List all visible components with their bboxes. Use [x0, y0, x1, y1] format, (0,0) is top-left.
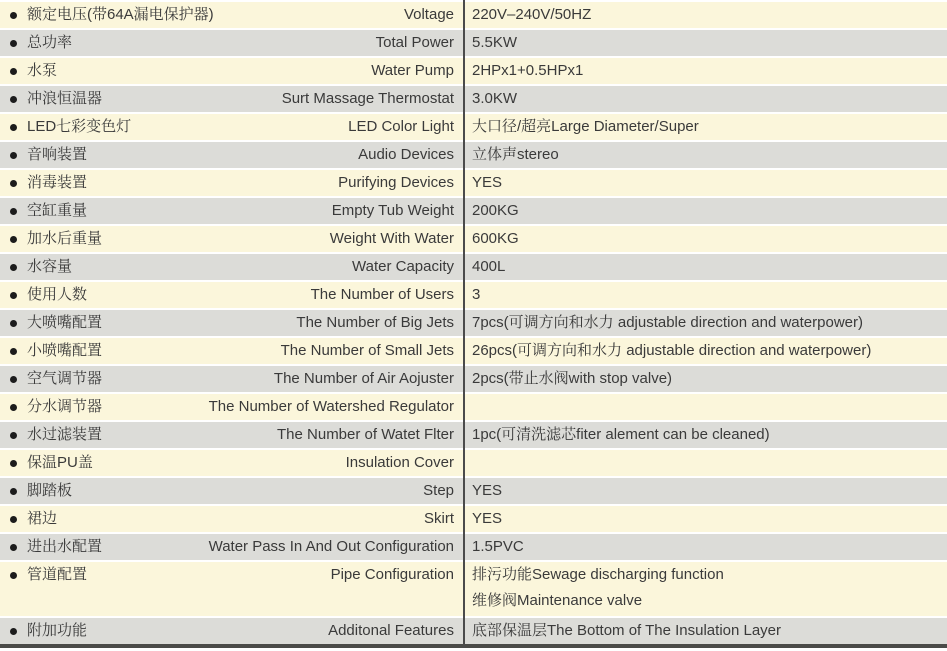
spec-value-cell	[463, 142, 947, 168]
spec-row-labels	[0, 562, 463, 588]
spec-label-cn: 加水后重量	[27, 230, 103, 247]
spec-row	[0, 338, 947, 364]
bullet-icon	[10, 516, 17, 523]
spec-value-cell	[463, 450, 947, 476]
spec-label-en: The Number of Users	[310, 286, 454, 303]
spec-label-cn: 使用人数	[27, 286, 88, 303]
spec-label-cn: 进出水配置	[27, 538, 103, 555]
spec-row-labels	[0, 86, 463, 112]
spec-value-cell	[463, 338, 947, 364]
spec-value-line: YES	[472, 174, 503, 191]
spec-value-line: 立体声stereo	[472, 146, 559, 163]
spec-value-cell	[463, 282, 947, 308]
bullet-icon	[10, 40, 17, 47]
spec-table	[0, 2, 947, 646]
bullet-icon	[10, 152, 17, 159]
spec-value-cell	[463, 478, 947, 504]
spec-label-cn: 消毒装置	[27, 174, 88, 191]
spec-row	[0, 366, 947, 392]
spec-row	[0, 478, 947, 504]
spec-label-en: Water Pass In And Out Configuration	[208, 538, 454, 555]
spec-row	[0, 226, 947, 252]
spec-label-en: The Number of Big Jets	[296, 314, 454, 331]
spec-label-cn: 水过滤装置	[27, 426, 103, 443]
column-divider	[463, 0, 465, 648]
spec-row	[0, 2, 947, 28]
spec-label-cn: 裙边	[27, 510, 58, 527]
spec-row	[0, 310, 947, 336]
spec-row	[0, 534, 947, 560]
spec-label-en: Purifying Devices	[338, 174, 454, 191]
spec-value-line: 排污功能Sewage discharging function	[472, 566, 724, 583]
spec-value-line: 维修阀Maintenance valve	[472, 592, 643, 609]
spec-value-cell	[463, 506, 947, 532]
bullet-icon	[10, 544, 17, 551]
spec-value-line: 7pcs(可调方向和水力 adjustable direction and waterpower)	[472, 314, 863, 331]
spec-label-cn: 水泵	[27, 62, 58, 79]
spec-row	[0, 506, 947, 532]
bullet-icon	[10, 180, 17, 187]
spec-row-labels	[0, 450, 463, 476]
spec-row-labels	[0, 254, 463, 280]
spec-value-line	[472, 394, 947, 420]
spec-row-labels	[0, 58, 463, 84]
spec-row-labels	[0, 226, 463, 252]
bullet-icon	[10, 488, 17, 495]
spec-row	[0, 30, 947, 56]
spec-row-labels	[0, 618, 463, 644]
spec-label-cn: 管道配置	[27, 566, 88, 583]
spec-value-cell	[463, 254, 947, 280]
bullet-icon	[10, 348, 17, 355]
spec-value-cell	[463, 114, 947, 140]
spec-value-line: 2pcs(带止水阀with stop valve)	[472, 370, 673, 387]
spec-value-cell	[463, 534, 947, 560]
spec-row-labels	[0, 30, 463, 56]
spec-row-labels	[0, 534, 463, 560]
spec-label-en: Skirt	[424, 510, 454, 527]
bullet-icon	[10, 264, 17, 271]
spec-label-en: Water Pump	[371, 62, 454, 79]
spec-row-labels	[0, 394, 463, 420]
spec-label-en: Empty Tub Weight	[331, 202, 454, 219]
spec-label-en: Weight With Water	[329, 230, 454, 247]
spec-label-en: Total Power	[375, 34, 454, 51]
bullet-icon	[10, 96, 17, 103]
spec-row-labels	[0, 170, 463, 196]
spec-label-cn: 脚踏板	[27, 482, 73, 499]
spec-label-en: Step	[423, 482, 454, 499]
spec-value-line: 200KG	[472, 202, 519, 219]
bullet-icon	[10, 376, 17, 383]
spec-value-cell	[463, 618, 947, 644]
spec-label-en: Surt Massage Thermostat	[281, 90, 454, 107]
spec-row	[0, 282, 947, 308]
spec-label-en: Pipe Configuration	[330, 566, 454, 583]
spec-label-en: Additonal Features	[328, 622, 454, 639]
spec-row	[0, 618, 947, 644]
spec-row-labels	[0, 422, 463, 448]
spec-label-en: The Number of Watershed Regulator	[208, 398, 454, 415]
table-footer-bar	[0, 644, 947, 648]
bullet-icon	[10, 292, 17, 299]
spec-value-cell	[463, 310, 947, 336]
bullet-icon	[10, 572, 17, 579]
bullet-icon	[10, 208, 17, 215]
spec-label-cn: 冲浪恒温器	[27, 90, 103, 107]
spec-row-labels	[0, 506, 463, 532]
spec-value-line: 26pcs(可调方向和水力 adjustable direction and waterpower)	[472, 342, 872, 359]
bullet-icon	[10, 460, 17, 467]
spec-value-cell	[463, 30, 947, 56]
spec-label-en: The Number of Small Jets	[280, 342, 454, 359]
spec-value-line: 3	[472, 286, 481, 303]
spec-label-en: LED Color Light	[348, 118, 454, 135]
spec-label-en: Water Capacity	[352, 258, 454, 275]
spec-label-cn: 水容量	[27, 258, 73, 275]
spec-row-labels	[0, 282, 463, 308]
spec-row	[0, 114, 947, 140]
spec-row	[0, 254, 947, 280]
spec-value-cell	[463, 170, 947, 196]
spec-value-line: 底部保温层The Bottom of The Insulation Layer	[472, 622, 782, 639]
spec-label-cn: LED七彩变色灯	[27, 118, 132, 135]
spec-value-line: 600KG	[472, 230, 519, 247]
spec-label-cn: 音响装置	[27, 146, 88, 163]
bullet-icon	[10, 628, 17, 635]
bullet-icon	[10, 236, 17, 243]
spec-value-line: 1.5PVC	[472, 538, 524, 555]
spec-row	[0, 86, 947, 112]
spec-label-cn: 小喷嘴配置	[27, 342, 103, 359]
spec-label-cn: 总功率	[27, 34, 73, 51]
spec-value-line: 2HPx1+0.5HPx1	[472, 62, 584, 79]
spec-value-cell	[463, 562, 947, 614]
spec-value-cell	[463, 86, 947, 112]
spec-row-labels	[0, 114, 463, 140]
spec-value-line: 220V–240V/50HZ	[472, 6, 592, 23]
bullet-icon	[10, 320, 17, 327]
spec-label-cn: 空缸重量	[27, 202, 88, 219]
spec-row-labels	[0, 478, 463, 504]
spec-value-cell	[463, 422, 947, 448]
spec-value-line: 400L	[472, 258, 506, 275]
spec-row	[0, 450, 947, 476]
spec-row	[0, 58, 947, 84]
spec-row-labels	[0, 198, 463, 224]
spec-row-labels	[0, 366, 463, 392]
spec-row-labels	[0, 2, 463, 28]
spec-value-cell	[463, 2, 947, 28]
bullet-icon	[10, 404, 17, 411]
spec-row	[0, 198, 947, 224]
bullet-icon	[10, 124, 17, 131]
spec-value-line: YES	[472, 510, 503, 527]
spec-value-cell	[463, 198, 947, 224]
spec-value-cell	[463, 366, 947, 392]
spec-value-line: YES	[472, 482, 503, 499]
spec-label-cn: 分水调节器	[27, 398, 103, 415]
spec-label-cn: 附加功能	[27, 622, 88, 639]
spec-label-en: Voltage	[403, 6, 454, 23]
spec-row	[0, 170, 947, 196]
spec-label-cn: 大喷嘴配置	[27, 314, 103, 331]
spec-row-labels	[0, 338, 463, 364]
bullet-icon	[10, 432, 17, 439]
spec-row	[0, 394, 947, 420]
bullet-icon	[10, 68, 17, 75]
spec-label-cn: 额定电压(带64A漏电保护器)	[27, 6, 214, 23]
spec-value-line: 5.5KW	[472, 34, 518, 51]
spec-value-line: 大口径/超亮Large Diameter/Super	[472, 118, 699, 135]
spec-label-en: The Number of Watet Flter	[277, 426, 454, 443]
spec-label-en: The Number of Air Aojuster	[273, 370, 454, 387]
spec-value-line	[472, 450, 947, 476]
spec-label-en: Audio Devices	[358, 146, 454, 163]
spec-value-line: 3.0KW	[472, 90, 518, 107]
spec-label-cn: 保温PU盖	[27, 454, 93, 471]
spec-value-cell	[463, 394, 947, 420]
spec-row	[0, 562, 947, 616]
spec-label-cn: 空气调节器	[27, 370, 103, 387]
spec-row	[0, 142, 947, 168]
spec-row-labels	[0, 142, 463, 168]
spec-value-cell	[463, 226, 947, 252]
bullet-icon	[10, 12, 17, 19]
spec-row-labels	[0, 310, 463, 336]
spec-value-line: 1pc(可清洗滤芯fiter alement can be cleaned)	[472, 426, 770, 443]
spec-label-en: Insulation Cover	[345, 454, 454, 471]
spec-row	[0, 422, 947, 448]
spec-value-cell	[463, 58, 947, 84]
